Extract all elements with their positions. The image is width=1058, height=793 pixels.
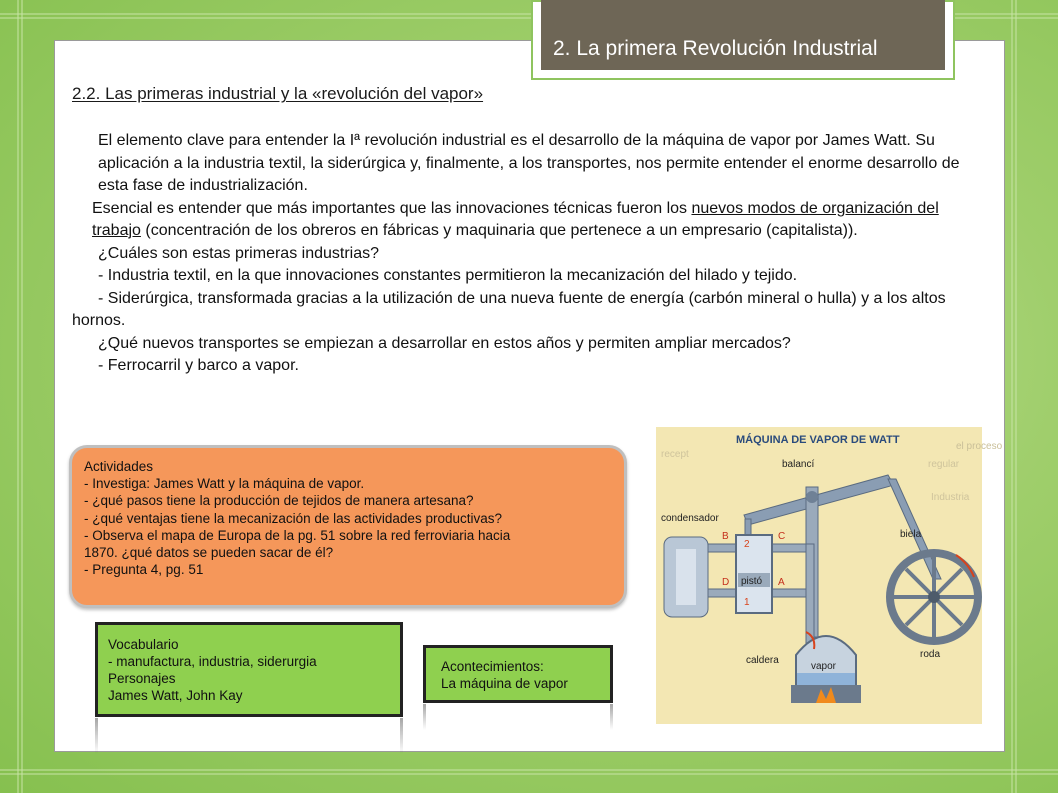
paragraph-work-end: (concentración de los obreros en fábricas y maquinaria que pertenece a un empresario (capitalista)). [140, 222, 858, 239]
label-beam: balancí [782, 459, 815, 470]
paragraph-work-organization [72, 198, 990, 243]
label-wheel: roda [920, 649, 941, 660]
paragraph-work-start: Esencial es entender que más importantes que las innovaciones técnicas fueron los [92, 199, 692, 217]
label-rod: biela [900, 529, 922, 540]
label-2: 2 [744, 539, 750, 550]
people-title: Personajes [108, 671, 176, 686]
faint-text: recept [661, 449, 689, 460]
label-c: C [778, 531, 786, 542]
vocabulary-reflection [95, 718, 403, 754]
label-1: 1 [744, 597, 750, 608]
activity-item: - ¿qué ventajas tiene la mecanización de las actividades productivas? [84, 510, 502, 526]
section-subtitle: 2.2. Las primeras industrial y la «revolución del vapor» [72, 84, 484, 103]
events-box [423, 645, 613, 703]
vocabulary-words: - manufactura, industria, siderurgia [108, 654, 317, 669]
label-steam: vapor [811, 661, 837, 672]
activity-item: 1870. ¿qué datos se pueden sacar de él? [84, 545, 334, 561]
label-a: A [778, 577, 785, 588]
activity-item: - Pregunta 4, pg. 51 [84, 562, 204, 578]
activities-box [69, 445, 627, 608]
events-reflection [423, 704, 613, 730]
events-title: Acontecimientos: [441, 659, 544, 674]
flywheel-hub [928, 591, 940, 603]
question-transport: ¿Qué nuevos transportes se empiezan a desarrollar en estos años y permiten ampliar mercados? [98, 334, 791, 352]
faint-text: el proceso [956, 441, 1003, 452]
activities-title: Actividades [84, 459, 154, 474]
answer-steel: - Siderúrgica, transformada gracias a la utilización de una nueva fuente de energía (carbón mineral o hulla) y a los altos hornos. [72, 289, 946, 329]
question-industries: ¿Cuáles son estas primeras industrias? [98, 244, 380, 262]
activity-item: - Observa el mapa de Europa de la pg. 51 sobre la red ferroviaria hacia [84, 527, 511, 543]
faint-text: regular [928, 459, 960, 470]
vocabulary-title: Vocabulario [108, 637, 179, 652]
faint-text: Industria [931, 492, 970, 503]
label-b: B [722, 531, 729, 542]
diagram-title: MÁQUINA DE VAPOR DE WATT [736, 434, 900, 446]
paragraph-steam-engine: El elemento clave para entender la Iª revolución industrial es el desarrollo de la máquina de vapor por James Watt. Su aplicación a la industria textil, la siderúrgica y, finalmente, a los transportes, nos permite entender el enorme desarrollo de esta fase de industrialización. [98, 132, 960, 194]
steam-engine-diagram [656, 427, 1003, 724]
activity-item: - Investiga: James Watt y la máquina de vapor. [84, 476, 365, 492]
condenser-inner [676, 549, 696, 605]
activity-item: - ¿qué pasos tiene la producción de tejidos de manera artesana? [84, 493, 474, 509]
people-list: James Watt, John Kay [108, 688, 243, 703]
events-item: La máquina de vapor [441, 676, 568, 691]
pivot [806, 491, 818, 503]
label-condenser: condensador [661, 513, 719, 524]
answer-transport: - Ferrocarril y barco a vapor. [98, 357, 299, 374]
vocabulary-box [95, 622, 403, 717]
boiler-water [797, 673, 855, 685]
body-text [72, 130, 990, 378]
answer-textile: - Industria textil, en la que innovaciones constantes permitieron la mecanización del hilado y tejido. [98, 267, 798, 284]
slide-title: 2. La primera Revolución Industrial [541, 0, 945, 70]
label-d: D [722, 577, 730, 588]
work-organization-term: nuevos modos de organización del trabajo [92, 199, 939, 239]
label-piston: pistó [741, 576, 763, 587]
label-boiler: caldera [746, 655, 779, 666]
